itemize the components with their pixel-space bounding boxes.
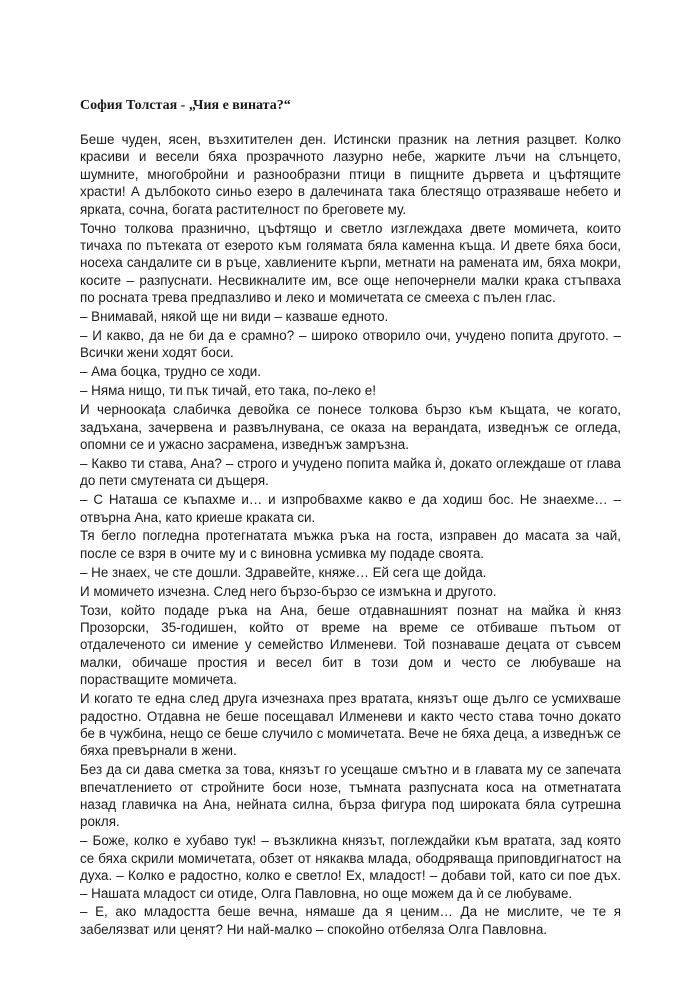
dialogue-line: – И какво, да не би да е срамно? – широко отворило очи, учудено попита другото. – Всички жени ходят боси.: [80, 327, 621, 361]
paragraph: Беше чуден, ясен, възхитителен ден. Истински празник на летния разцвет. Колко красиви и весели бяха прозрачното лазурно небе, жарките лъчи на слънцето, шумните, многобройни и разнообразни птици в пищните дървета и цъфтящите храсти! А дълбокото синьо езеро в далечината така блестящо отразяваше небето и ярката, сочна, богата растителност по бреговете му.: [80, 132, 621, 217]
dialogue-line: – Ама боцка, трудно се ходи.: [80, 364, 261, 380]
document-body: [80, 131, 621, 938]
dialogue-line: – Внимавай, някой ще ни види – казваше едното.: [80, 309, 389, 325]
dialogue-line: – Е, ако младостта беше вечна, нямаше да я ценим… Да не мислите, че те я забелязват или ценят? Ни най-малко – спокойно отбеляза Олга Павловна.: [80, 904, 621, 937]
paragraph: Този, който подаде ръка на Ана, беше отдавнашният познат на майка ѝ княз Прозорски, 35-годишен, който от време на време се отбиваше пътьом от отдалеченото си имение у семейство Илменеви. Той познаваше децата от съвсем малки, обичаше простия и весел бит в този дом и често се любуваше на порастващите момичета.: [80, 602, 621, 688]
document-title: София Толстая - „Чия е вината?“: [80, 98, 291, 113]
paragraph: И черноокața слабичка девойка се понесе толкова бързо към къщата, че когато, задъхана, зачервена и развълнувана, се оказа на верандата, изведнъж се огледа, опомни се и ужасно засрамена, изведнъж замръзна.: [80, 402, 621, 452]
paragraph: И когато те една след друга изчезнаха през вратата, князът още дълго се усмихваше радостно. Отдавна не беше посещавал Илменеви и както често става точно докато бе в чужбина, нещо се беше случило с момичетата. Вече не бяха деца, а изведнъж се бяха превърнали в жени.: [80, 691, 621, 759]
dialogue-line: – Не знаех, че сте дошли. Здравейте, княже… Ей сега ще дойда.: [80, 564, 487, 580]
paragraph: Тя бегло погледна протегнатата мъжка ръка на госта, изправен до масата за чай, после се взря в очите му и с виновна усмивка му подаде своята.: [80, 528, 621, 561]
document-page: [80, 97, 621, 940]
dialogue-line: – Какво ти става, Ана? – строго и учудено попита майка ѝ, докато оглеждаше от глава до пети смутената си дъщеря.: [80, 455, 621, 489]
dialogue-line: – Няма нищо, ти пък тичай, ето така, по-леко е!: [80, 383, 376, 399]
dialogue-line: – С Наташа се къпахме и… и изпробвахме какво е да ходиш бос. Не знаехме… – отвърна Ана, като криеше краката си.: [80, 492, 621, 525]
paragraph: Без да си дава сметка за това, князът го усещаше смътно и в главата му се запечата впечатлението от стройните боси нозе, тъмната разпусната коса на отметнатата назад главичка на Ана, нейната силна, бърза фигура под широката бяла сутрешна рокля.: [80, 762, 621, 830]
dialogue-line: – Боже, колко е хубаво тук! – възкликна князът, поглеждайки към вратата, зад която се бяха скрили момичетата, обзет от някаква млада, ободряваща приповдигнатост на духа. – Колко е радостно, колко е светло! Ех, младост! – добави той, като си пое дъх. – Нашата младост си отиде, Олга Павловна, но още можем да ѝ се любуваме.: [80, 833, 621, 901]
paragraph: И момичето изчезна. След него бързо-бързо се измъкна и другото.: [80, 583, 497, 599]
paragraph: Точно толкова празнично, цъфтящо и светло изглеждаха двете момичета, които тичаха по пътеката от езерото към голямата бяла каменна къща. И двете бяха боси, носеха сандалите си в ръце, хавлиените кърпи, метнати на рамената им, бяха мокри, косите – разпуснати. Несвикналите им, все още непочернели малки крака стъпваха по росната трева предпазливо и леко и момичетата се смееха с пълен глас.: [80, 220, 621, 306]
